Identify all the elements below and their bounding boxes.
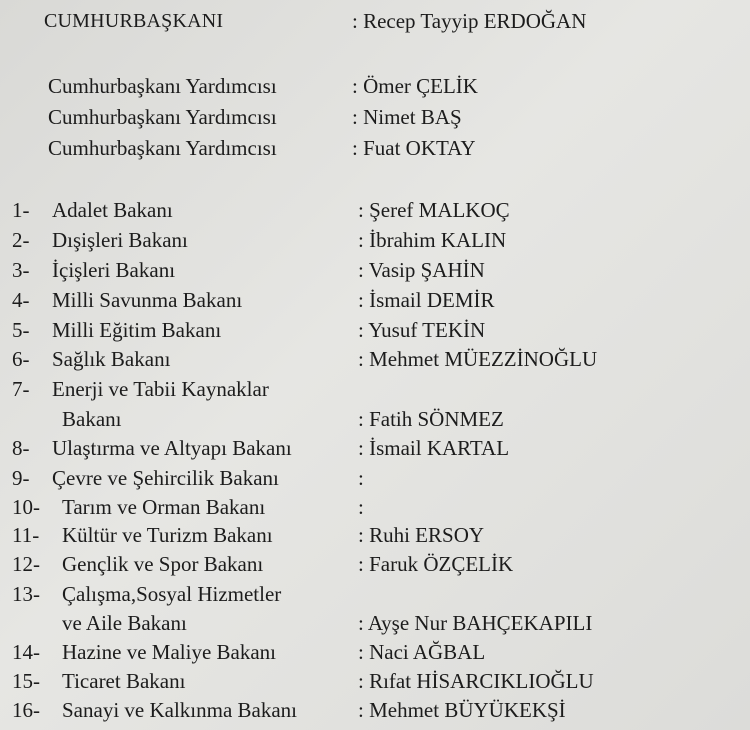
minister-row (0, 667, 750, 695)
minister-row (0, 345, 750, 373)
ministry-title-line2: ve Aile Bakanı (62, 611, 187, 635)
minister-name: : Mehmet BÜYÜKEKŞİ (358, 698, 566, 722)
ministry-title: Sağlık Bakanı (52, 347, 171, 371)
minister-name: : Vasip ŞAHİN (358, 258, 485, 282)
minister-row (0, 196, 750, 224)
ministry-title: Tarım ve Orman Bakanı (62, 495, 266, 519)
ministry-title: Ticaret Bakanı (62, 669, 186, 693)
minister-number: 7- (12, 377, 30, 401)
vice-president-title: Cumhurbaşkanı Yardımcısı (48, 136, 277, 160)
ministry-title: Ulaştırma ve Altyapı Bakanı (52, 436, 292, 460)
vice-president-row (0, 134, 750, 162)
minister-number: 16- (12, 698, 40, 722)
minister-name: : Ayşe Nur BAHÇEKAPILI (358, 611, 593, 635)
president-name: : Recep Tayyip ERDOĞAN (352, 9, 587, 33)
minister-row (0, 256, 750, 284)
minister-name: : (358, 495, 364, 519)
ministry-title: Çevre ve Şehircilik Bakanı (52, 466, 279, 490)
minister-number: 15- (12, 669, 40, 693)
minister-name: : İbrahim KALIN (358, 228, 507, 252)
minister-name: : Rıfat HİSARCIKLIOĞLU (358, 669, 594, 693)
ministry-title: Sanayi ve Kalkınma Bakanı (62, 698, 298, 722)
minister-number: 8- (12, 436, 30, 460)
vice-president-name: : Fuat OKTAY (352, 136, 476, 160)
minister-row-continued (0, 609, 750, 637)
minister-number: 1- (12, 198, 30, 222)
ministry-title: Kültür ve Turizm Bakanı (62, 523, 273, 547)
ministry-title: Adalet Bakanı (52, 198, 173, 222)
minister-name: : Naci AĞBAL (358, 640, 486, 664)
ministry-title: Dışişleri Bakanı (52, 228, 188, 252)
president-row (0, 7, 750, 35)
minister-name: : Mehmet MÜEZZİNOĞLU (358, 347, 598, 371)
minister-row (0, 521, 750, 549)
minister-row (0, 464, 750, 492)
minister-name: : Fatih SÖNMEZ (358, 407, 504, 431)
minister-number: 13- (12, 582, 40, 606)
minister-number: 6- (12, 347, 30, 371)
minister-row (0, 580, 750, 608)
ministry-title: Milli Savunma Bakanı (52, 288, 243, 312)
minister-number: 12- (12, 552, 40, 576)
minister-name: : Ruhi ERSOY (358, 523, 485, 547)
minister-row (0, 696, 750, 724)
minister-name: : İsmail DEMİR (358, 288, 495, 312)
minister-number: 9- (12, 466, 30, 490)
vice-president-title: Cumhurbaşkanı Yardımcısı (48, 74, 277, 98)
minister-row (0, 286, 750, 314)
vice-president-name: : Nimet BAŞ (352, 105, 462, 129)
minister-number: 5- (12, 318, 30, 342)
minister-number: 2- (12, 228, 30, 252)
ministry-title: Çalışma,Sosyal Hizmetler (62, 582, 282, 606)
ministry-title: İçişleri Bakanı (52, 258, 176, 282)
minister-name: : Yusuf TEKİN (358, 318, 486, 342)
minister-name: : Faruk ÖZÇELİK (358, 552, 514, 576)
minister-name: : Şeref MALKOÇ (358, 198, 510, 222)
president-title: CUMHURBAŞKANI (44, 10, 224, 32)
vice-president-title: Cumhurbaşkanı Yardımcısı (48, 105, 277, 129)
minister-name: : (358, 466, 364, 490)
minister-row (0, 434, 750, 462)
minister-row (0, 316, 750, 344)
minister-number: 4- (12, 288, 30, 312)
ministry-title: Gençlik ve Spor Bakanı (62, 552, 264, 576)
minister-number: 11- (12, 523, 40, 547)
vice-president-row (0, 103, 750, 131)
ministry-title: Enerji ve Tabii Kaynaklar (52, 377, 269, 401)
minister-row (0, 638, 750, 666)
minister-row (0, 226, 750, 254)
vice-president-name: : Ömer ÇELİK (352, 74, 478, 98)
minister-row (0, 493, 750, 521)
minister-number: 14- (12, 640, 40, 664)
minister-number: 3- (12, 258, 30, 282)
ministry-title: Milli Eğitim Bakanı (52, 318, 222, 342)
minister-name: : İsmail KARTAL (358, 436, 510, 460)
vice-president-row (0, 72, 750, 100)
ministry-title: Hazine ve Maliye Bakanı (62, 640, 276, 664)
minister-row (0, 550, 750, 578)
minister-number: 10- (12, 495, 40, 519)
ministry-title-line2: Bakanı (62, 407, 122, 431)
minister-row-continued (0, 405, 750, 433)
minister-row (0, 375, 750, 403)
